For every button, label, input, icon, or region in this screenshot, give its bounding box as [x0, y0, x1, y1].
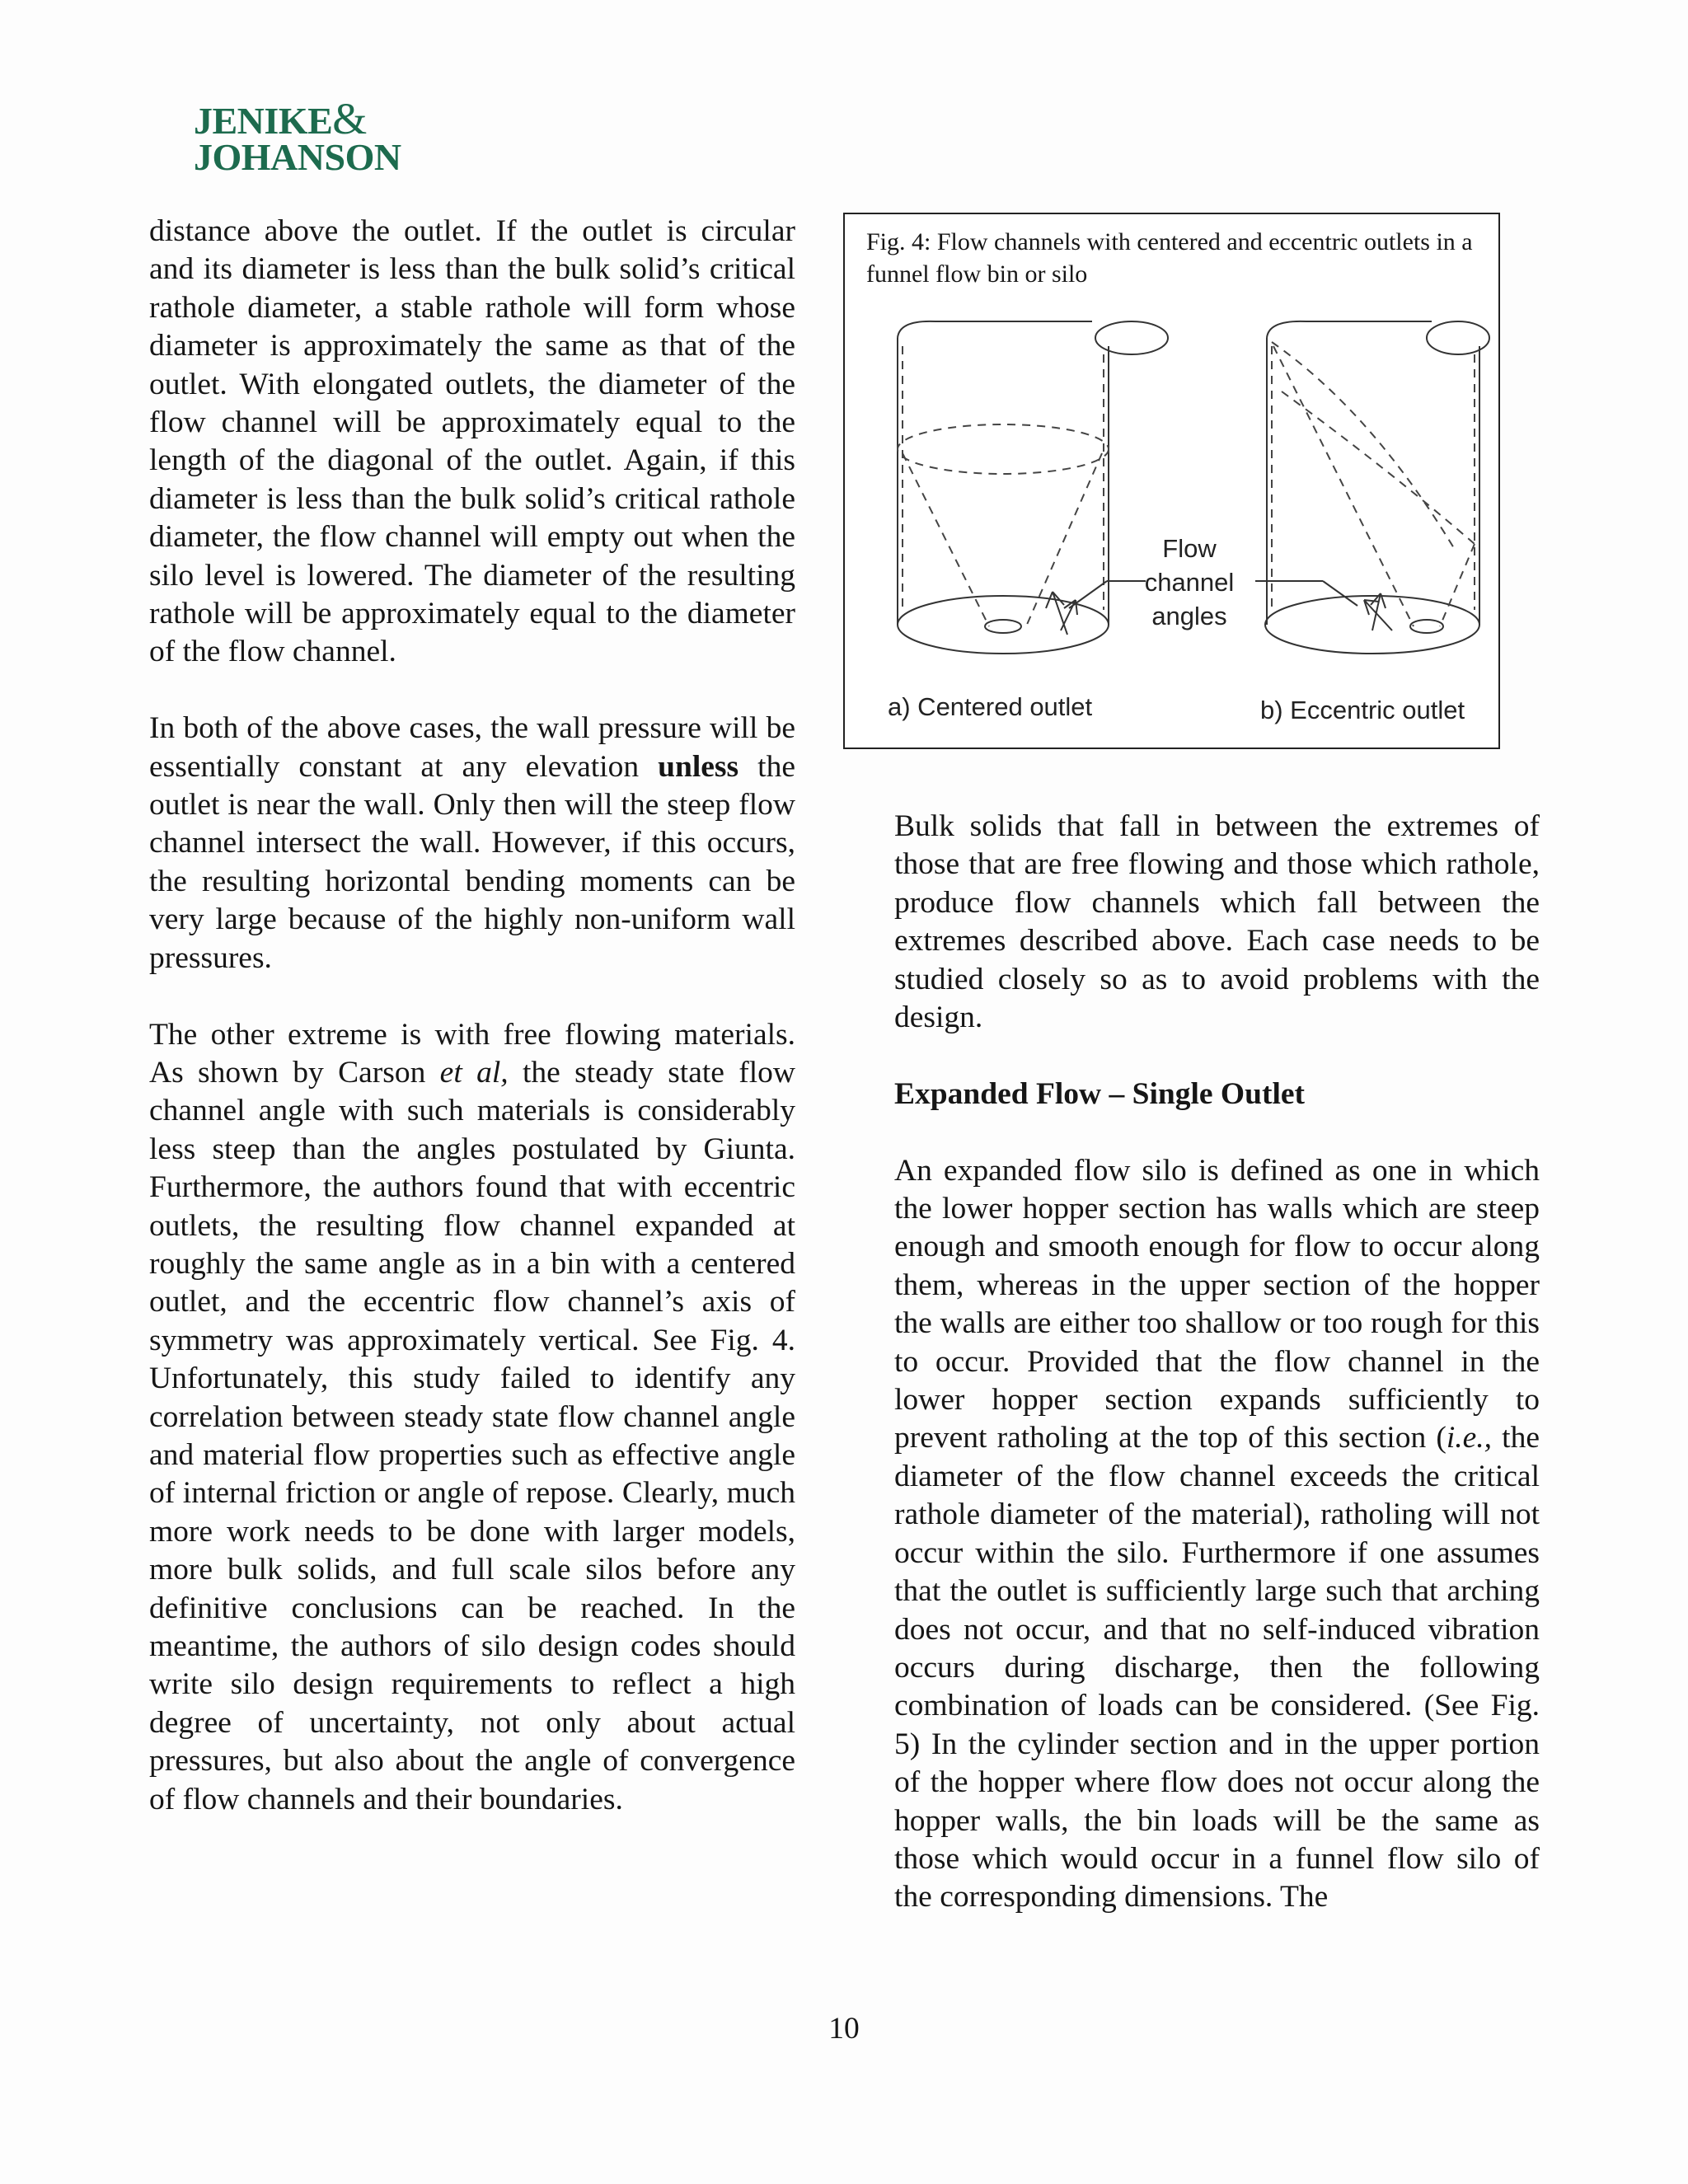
silo-b-flow-boundary-right: [1440, 544, 1475, 626]
page-number: 10: [828, 2012, 860, 2046]
citation-et-al: et al,: [439, 1055, 509, 1090]
silo-a-top-ellipse: [1095, 321, 1168, 354]
logo-line-2: JOHANSON: [194, 136, 401, 178]
emphasis-unless: unless: [658, 749, 739, 784]
label-angles: angles: [1151, 602, 1227, 630]
right-paragraph-2: An expanded flow silo is defined as one in which the lower hopper section has walls which are steep enough and smooth enough for flow to occur along them, whereas in the upper section of the hopper the walls are either too shallow or too rough for this to occur. Provided that the flow channel in the lower hopper section expands sufficiently to prevent ratholing at the top of this section (i.e., the diameter of the flow channel exceeds the critical rathole diameter of the material), ratholing will not occur within the silo. Furthermore if one assumes that the outlet is sufficiently large such that arching does not occur, and that no self-induced vibration occurs during discharge, then the following combination of loads can be considered. (See Fig. 5) In the cylinder section and in the upper portion of the hopper where flow does not occur along the hopper walls, the bin loads will be the same as those which would occur in a funnel flow silo of the corresponding dimensions. The: [894, 1153, 1540, 1915]
label-channel: channel: [1144, 568, 1235, 597]
left-paragraph-1: distance above the outlet. If the outlet is circular and its diameter is less than the bulk solid’s critical rathole diameter, a stable rathole will form whose diameter is approximately the same as that of the outlet. With elongated outlets, the diameter of the flow channel will be approximately equal to the length of the diagonal of the outlet. Again, if this diameter is less than the bulk solid’s critical rathole diameter, the flow channel will empty out when the silo level is lowered. The diameter of the resulting rathole will be approximately equal to the diameter of the flow channel.: [149, 214, 795, 669]
left-column: [149, 213, 795, 1819]
figure-4-drawing: [845, 214, 1502, 751]
silo-a-top-left-edge: [898, 321, 1092, 338]
silo-b-outlet: [1410, 620, 1443, 633]
subcaption-b: b) Eccentric outlet: [1260, 696, 1465, 724]
label-flow: Flow: [1162, 534, 1217, 563]
left-paragraph-3: The other extreme is with free flowing materials. As shown by Carson et al, the steady state flow channel angle with such materials is considerably less steep than the angles postulated by Giunta. Furthermore, the authors found that with eccentric outlets, the resulting flow channel expanded at roughly the same angle as in a bin with a centered outlet, and the eccentric flow channel’s axis of symmetry was approximately vertical. See Fig. 4. Unfortunately, this study failed to identify any correlation between steady state flow channel angle and material flow properties such as effective angle of internal friction or angle of repose. Clearly, much more work needs to be done with larger models, more bulk solids, and full scale silos before any definitive conclusions can be reached. In the meantime, the authors of silo design codes should write silo design requirements to reflect a high degree of uncertainty, not only about actual pressures, but also about the angle of convergence of flow channels and their boundaries.: [149, 1017, 795, 1816]
angle-arrow-b-1: [1371, 593, 1386, 630]
subcaption-a: a) Centered outlet: [888, 692, 1093, 721]
right-paragraph-1: Bulk solids that fall in between the extremes of those that are free flowing and those which rathole, produce flow channels which fall between the extremes described above. Each case needs to be studied closely so as to avoid problems with the design.: [894, 809, 1540, 1035]
silo-b-flow-boundary-lower: [1282, 391, 1475, 544]
silo-a-outlet: [985, 620, 1021, 633]
figure-4: [843, 213, 1500, 749]
silo-b-flow-boundary-left: [1273, 346, 1414, 626]
silo-a-flow-channel-top: [898, 424, 1109, 474]
company-logo: [194, 94, 401, 178]
left-paragraph-2: In both of the above cases, the wall pressure will be essentially constant at any elevation unless the outlet is near the wall. Only then will the steep flow channel intersect the wall. However, if this occurs, the resulting horizontal bending moments can be very large because of the highly non-uniform wall pressures.: [149, 711, 795, 975]
logo-line-1: JENIKE&: [194, 94, 367, 143]
abbrev-ie: i.e.,: [1446, 1421, 1493, 1455]
angle-arrow-a-1: [1046, 592, 1067, 635]
section-heading: Expanded Flow – Single Outlet: [894, 1076, 1305, 1111]
silo-b-flow-boundary-upper: [1272, 342, 1456, 552]
leader-line-a-angled: [1069, 581, 1107, 608]
right-column: [894, 808, 1540, 1917]
leader-line-b-angled: [1323, 581, 1357, 606]
figure-caption: Fig. 4: Flow channels with centered and eccentric outlets in a funnel flow bin or silo: [866, 228, 1473, 288]
silo-b-top-left-edge: [1267, 321, 1432, 338]
silo-b-base-ellipse: [1265, 596, 1479, 654]
